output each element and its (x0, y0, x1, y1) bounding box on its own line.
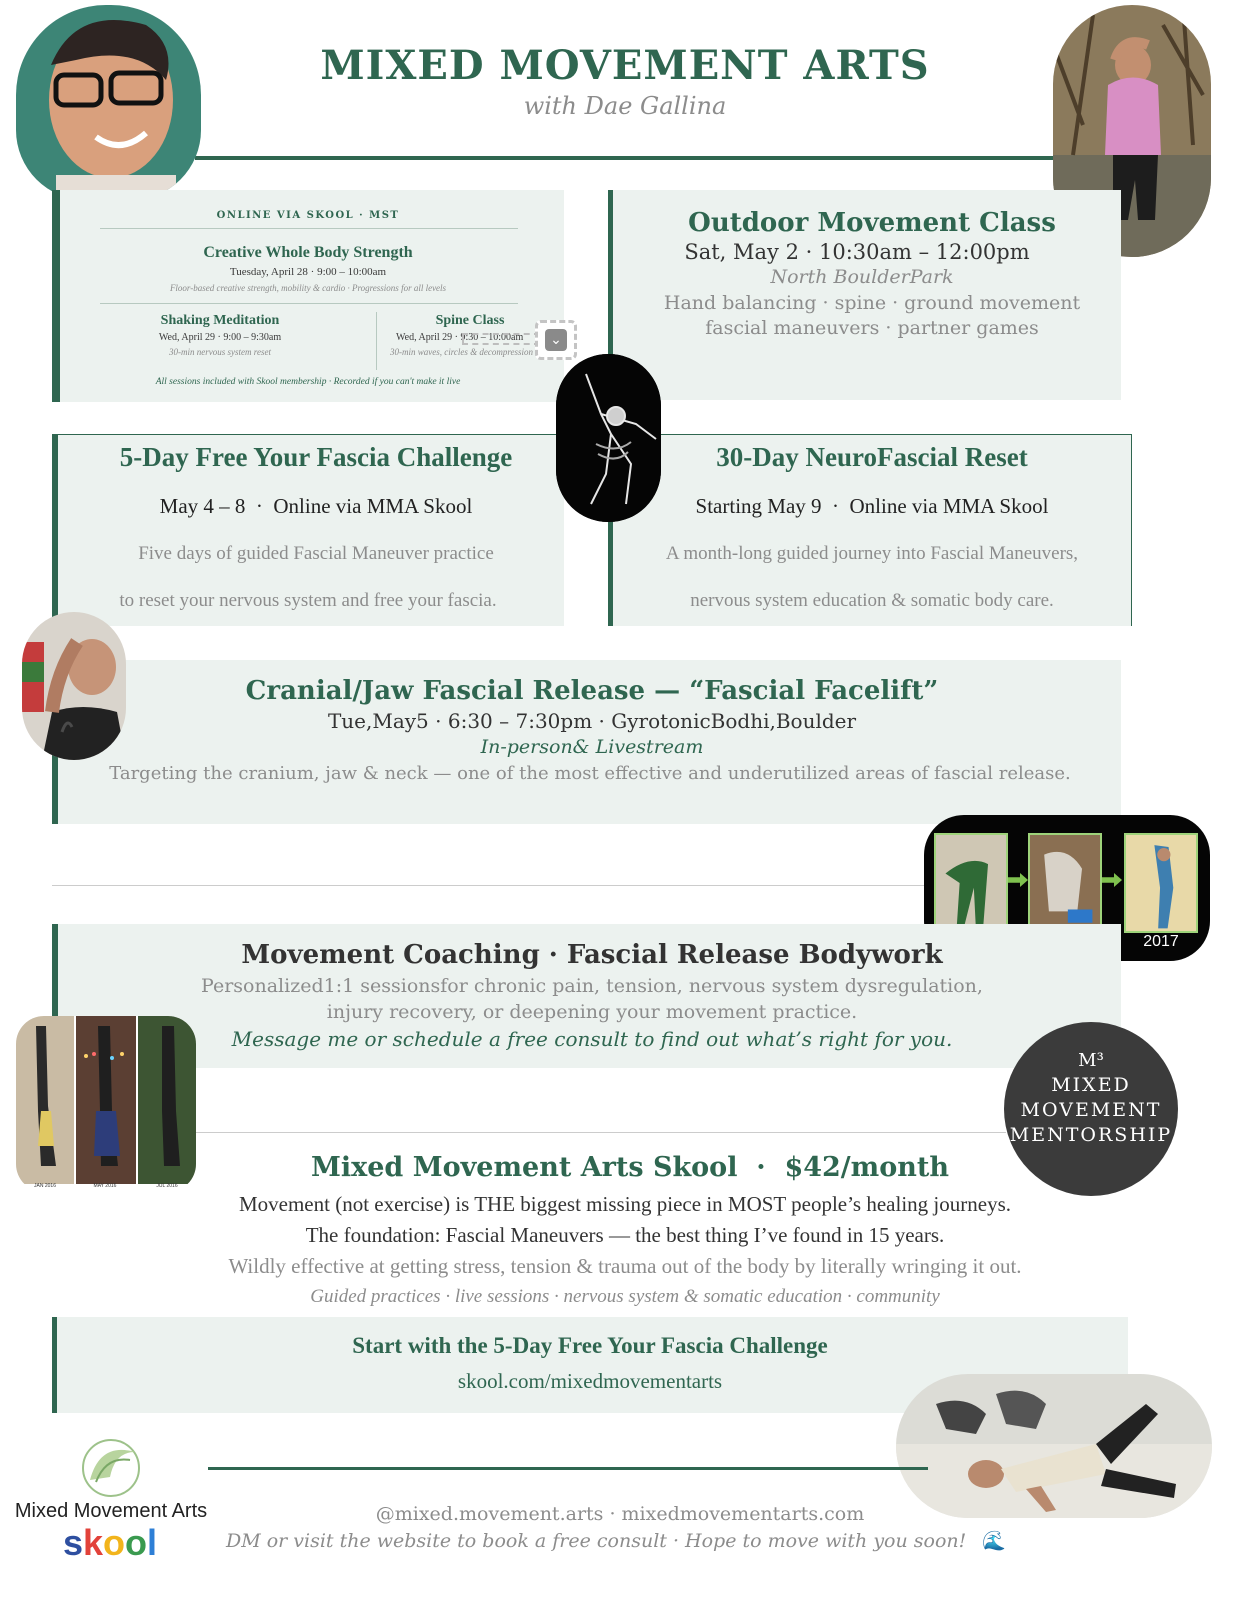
shaking-meditation-title: Shaking Meditation (160, 313, 280, 328)
skool-schedule-card (52, 190, 564, 402)
start-cta-accent (52, 1317, 57, 1413)
cranial-desc: Targeting the cranium, jaw & neck — one of the most effective and underutilized areas of fascial release. (109, 763, 1071, 784)
jaw-release-photo (22, 612, 126, 760)
handstand-label-3: JUL 2016 (156, 1183, 178, 1189)
floor-movement-photo (896, 1374, 1212, 1518)
cranial-format: In-person& Livestream (480, 736, 704, 758)
wave-logo-icon (80, 1432, 142, 1498)
skool-main-desc: Floor-based creative strength, mobility & cardio · Progressions for all levels (169, 283, 447, 293)
section-divider (52, 885, 932, 886)
coaching-title: Movement Coaching · Fascial Release Bodywork (241, 940, 943, 970)
year-label-2017: 2017 (1143, 933, 1179, 950)
challenge-when: May 4 – 8 · Online via MMA Skool (159, 494, 473, 518)
progress-photo-2016 (1028, 833, 1102, 933)
skool-main-title: Creative Whole Body Strength (203, 244, 413, 261)
footer-note (226, 1529, 1046, 1552)
logo-name: Mixed Movement Arts (14, 1500, 208, 1522)
cranial-title: Cranial/Jaw Fascial Release — “Fascial Facelift” (245, 676, 939, 706)
skool-letter-5: l (147, 1522, 158, 1563)
page-subtitle: with Dae Gallina (523, 92, 727, 120)
membership-line-2: The foundation: Fascial Maneuvers — the best thing I’ve found in 15 years. (305, 1223, 945, 1247)
handstand-label-2: MAY 2016 (93, 1183, 117, 1189)
membership-line-4: Guided practices · live sessions · nervous system & somatic education · community (310, 1286, 940, 1307)
outdoor-where: North BoulderPark (770, 266, 954, 288)
coaching-cta: Message me or schedule a free consult to find out what’s right for you. (231, 1027, 953, 1051)
arrow-right-icon (1008, 873, 1028, 887)
challenge-title: 5-Day Free Your Fascia Challenge (119, 442, 513, 472)
membership-line-3: Wildly effective at getting stress, tension & trauma out of the body by literally wringing it out. (228, 1254, 1022, 1278)
reset-desc-2: nervous system education & somatic body care. (690, 590, 1054, 611)
skool-divider-mid (100, 303, 518, 304)
skool-footer-note: All sessions included with Skool membership · Recorded if you can't make it live (155, 377, 461, 387)
chevron-down-icon: ⌄ (545, 329, 567, 351)
skool-card-accent (52, 190, 60, 402)
membership-line-1: Movement (not exercise) is THE biggest missing piece in MOST people’s healing journeys. (238, 1192, 1011, 1216)
dropdown-toggle[interactable] (535, 320, 577, 360)
skool-letter-4: o (125, 1522, 148, 1563)
page-title: MIXED MOVEMENT ARTS (320, 42, 930, 89)
spine-class-title: Spine Class (435, 313, 505, 328)
start-cta-title: Start with the 5-Day Free Your Fascia Challenge (352, 1333, 828, 1358)
mentorship-badge-mark: M³ (1078, 1050, 1104, 1071)
reset-desc-1: A month-long guided journey into Fascial Maneuvers, (665, 543, 1079, 564)
membership-title: Mixed Movement Arts Skool · $42/month (311, 1152, 949, 1183)
spine-class-desc: 30-min waves, circles & decompression (390, 347, 534, 357)
portrait-photo (16, 5, 201, 200)
handstand-progress-photos (16, 1016, 196, 1192)
coaching-desc-2: injury recovery, or deepening your movement practice. (326, 1001, 858, 1023)
fascia-anatomy-image (556, 354, 661, 522)
progress-photo-2015 (934, 833, 1008, 933)
spine-class-time: Wed, April 29 · 9:30 – 10:00am (396, 332, 524, 343)
shaking-meditation-time: Wed, April 29 · 9:00 – 9:30am (158, 332, 282, 343)
skool-wordmark (60, 1522, 160, 1564)
challenge-card-border (52, 434, 564, 435)
outdoor-title: Outdoor Movement Class (688, 208, 1056, 238)
coaching-desc-1: Personalized1:1 sessionsfor chronic pain, tension, nervous system dysregulation, (201, 975, 983, 997)
skool-divider-vertical (376, 312, 377, 370)
start-cta-link[interactable]: skool.com/mixedmovementarts (457, 1369, 723, 1393)
footer-note-text: DM or visit the website to book a free consult · Hope to move with you soon! (226, 1530, 967, 1552)
mentorship-badge-line3: MENTORSHIP (1009, 1124, 1173, 1146)
membership-divider (196, 1132, 1006, 1133)
footer-handles[interactable]: @mixed.movement.arts · mixedmovementarts.com (375, 1503, 865, 1525)
outdoor-when: Sat, May 2 · 10:30am – 12:00pm (684, 240, 1030, 264)
mentorship-badge-line1: MIXED (1051, 1074, 1131, 1096)
header-divider (195, 156, 1085, 160)
skool-letter-2: k (82, 1522, 104, 1563)
progress-photo-2017 (1124, 833, 1198, 933)
reset-when: Starting May 9 · Online via MMA Skool (695, 494, 1049, 518)
handstand-label-1: JAN 2016 (34, 1183, 56, 1189)
cranial-when: Tue,May5 · 6:30 – 7:30pm · GyrotonicBodhi,Boulder (327, 709, 857, 733)
outdoor-desc-1: Hand balancing · spine · ground movement (663, 292, 1081, 314)
skool-letter-3: o (103, 1522, 126, 1563)
footer-divider (208, 1467, 928, 1470)
arrow-right-icon (1102, 873, 1122, 887)
skool-divider-top (100, 228, 518, 229)
shaking-meditation-desc: 30-min nervous system reset (169, 347, 271, 357)
reset-title: 30-Day NeuroFascial Reset (716, 442, 1028, 472)
outdoor-desc-2: fascial maneuvers · partner games (705, 317, 1039, 339)
challenge-desc-2: to reset your nervous system and free your fascia. (119, 590, 497, 611)
wave-emoji-icon: 🌊 (982, 1530, 1006, 1552)
selection-box (462, 333, 540, 345)
skool-letter-1: s (62, 1522, 83, 1563)
mentorship-badge-line2: MOVEMENT (1020, 1099, 1162, 1121)
skool-eyebrow: ONLINE VIA SKOOL · MST (216, 210, 400, 221)
skool-main-time: Tuesday, April 28 · 9:00 – 10:00am (229, 266, 387, 278)
challenge-desc-1: Five days of guided Fascial Maneuver practice (138, 543, 494, 564)
